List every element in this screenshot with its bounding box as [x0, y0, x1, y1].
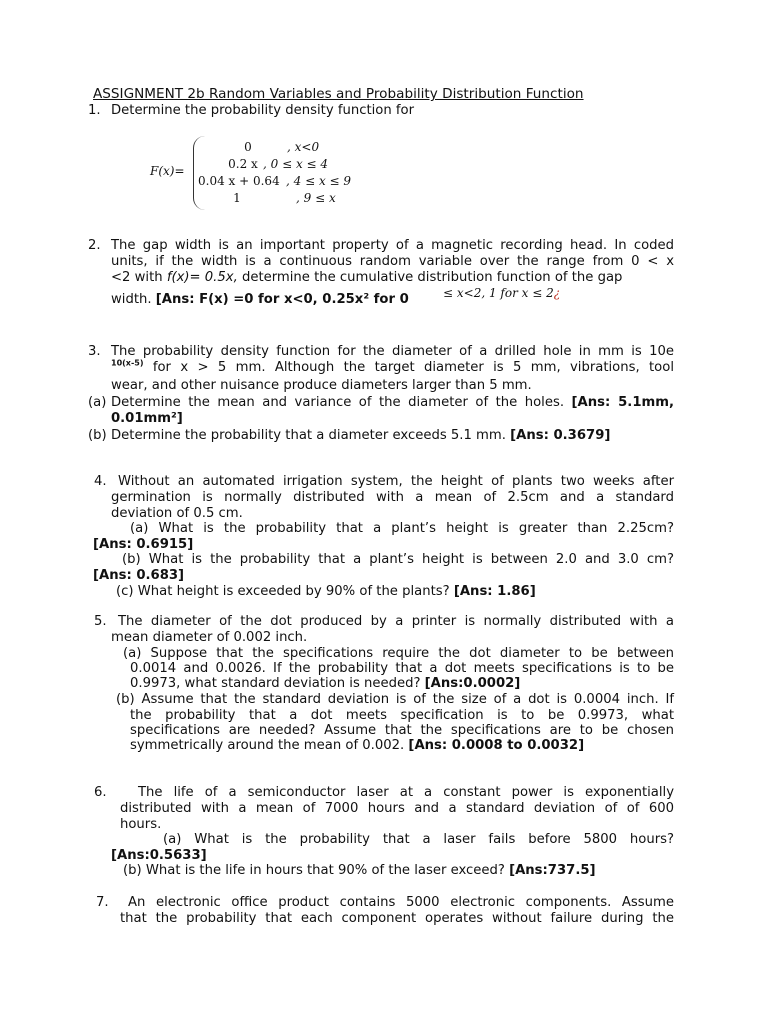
q6-b-text: (b) What is the life in hours that 90% of the laser exceed? [Ans:737.5] [123, 863, 596, 878]
q4-a-text: (a) What is the probability that a plant’s height is greater than 2.25cm? [130, 521, 674, 536]
q4-line-3: deviation of 0.5 cm. [111, 506, 243, 521]
q1-text: Determine the probability density function for [111, 103, 415, 118]
q1-case-1-cond: , x<0 [287, 140, 320, 154]
q7-line-2: that the probability that each component operates without failure during the [120, 911, 674, 926]
q3-line-3: wear, and other nuisance produce diameters larger than 5 mm. [111, 378, 532, 393]
q1-number: 1. [88, 103, 101, 118]
q5-b-line-2: the probability that a dot meets specification is to be 0.9973, what [130, 708, 674, 723]
q2-answer-formula: ≤ x<2, 1 for x ≤ 2¿ [443, 286, 561, 300]
q3-a-label: (a) [88, 395, 107, 410]
q1-case-4-expr: 1 [233, 191, 241, 205]
assignment-title: ASSIGNMENT 2b Random Variables and Probability Distribution Function [93, 86, 584, 102]
q1-case-4-cond: , 9 ≤ x [296, 191, 336, 205]
q1-case-2-expr: 0.2 x [228, 157, 258, 171]
q4-b-text: (b) What is the probability that a plant’s height is between 2.0 and 3.0 cm? [122, 552, 674, 567]
q6-a-text: (a) What is the probability that a laser fails before 5800 hours? [163, 832, 674, 847]
q6-line-1: The life of a semiconductor laser at a constant power is exponentially [138, 785, 674, 800]
q5-line-1: The diameter of the dot produced by a printer is normally distributed with a [118, 614, 674, 629]
q3-a-answer: 0.01mm²] [111, 411, 183, 426]
q3-line-2: $^{10(x-5)}$ for x > 5 mm. Although the target diameter is 5 mm, vibrations, tool [111, 358, 674, 375]
q2-line-1: The gap width is an important property of a magnetic recording head. In coded [111, 238, 674, 253]
q5-a-line-2: 0.0014 and 0.0026. If the probability that a dot meets specifications is to be [130, 661, 674, 676]
q3-a-text: Determine the mean and variance of the diameter of the holes. [Ans: 5.1mm, [111, 395, 674, 410]
q4-c-text: (c) What height is exceeded by 90% of the plants? [Ans: 1.86] [116, 584, 536, 599]
q1-func-label: F(x)= [150, 164, 185, 178]
q2-line-4: width. [Ans: F(x) =0 for x<0, 0.25x² for 0 [111, 292, 409, 307]
q6-number: 6. [94, 785, 107, 800]
q3-b-text: Determine the probability that a diameter exceeds 5.1 mm. [Ans: 0.3679] [111, 428, 611, 443]
q3-b-label: (b) [88, 428, 107, 443]
q4-line-1: Without an automated irrigation system, the height of plants two weeks after [118, 474, 674, 489]
q7-number: 7. [96, 895, 109, 910]
q5-a-line-1: (a) Suppose that the specifications require the dot diameter to be between [123, 646, 674, 661]
q2-number: 2. [88, 238, 101, 253]
q4-line-2: germination is normally distributed with a mean of 2.5cm and a standard [111, 490, 674, 505]
q4-number: 4. [94, 474, 107, 489]
q1-case-1-expr: 0 [244, 140, 252, 154]
q5-a-line-3: 0.9973, what standard deviation is needed? [Ans:0.0002] [130, 676, 521, 691]
q5-b-line-4: symmetrically around the mean of 0.002. [Ans: 0.0008 to 0.0032] [130, 738, 585, 753]
q3-line-1: The probability density function for the diameter of a drilled hole in mm is 10e [111, 344, 674, 359]
q6-line-3: hours. [120, 817, 162, 832]
q5-b-line-1: (b) Assume that the standard deviation is of the size of a dot is 0.0004 inch. If [116, 692, 674, 707]
q4-b-answer: [Ans: 0.683] [93, 568, 185, 583]
q5-line-2: mean diameter of 0.002 inch. [111, 630, 308, 645]
q1-case-3-expr: 0.04 x + 0.64 [198, 174, 280, 188]
q4-a-answer: [Ans: 0.6915] [93, 537, 194, 552]
q1-case-3-cond: , 4 ≤ x ≤ 9 [286, 174, 352, 188]
q1-case-2-cond: , 0 ≤ x ≤ 4 [263, 157, 329, 171]
q2-line-3: <2 with f(x)= 0.5x, determine the cumulative distribution function of the gap [111, 270, 623, 285]
q7-line-1: An electronic office product contains 5000 electronic components. Assume [128, 895, 674, 910]
q2-line-2: units, if the width is a continuous random variable over the range from 0 < x [111, 254, 674, 269]
q5-b-line-3: specifications are needed? Assume that the specifications are to be chosen [130, 723, 674, 738]
q3-number: 3. [88, 344, 101, 359]
q6-line-2: distributed with a mean of 7000 hours and a standard deviation of of 600 [120, 801, 674, 816]
q5-number: 5. [94, 614, 107, 629]
q6-a-answer: [Ans:0.5633] [111, 848, 207, 863]
